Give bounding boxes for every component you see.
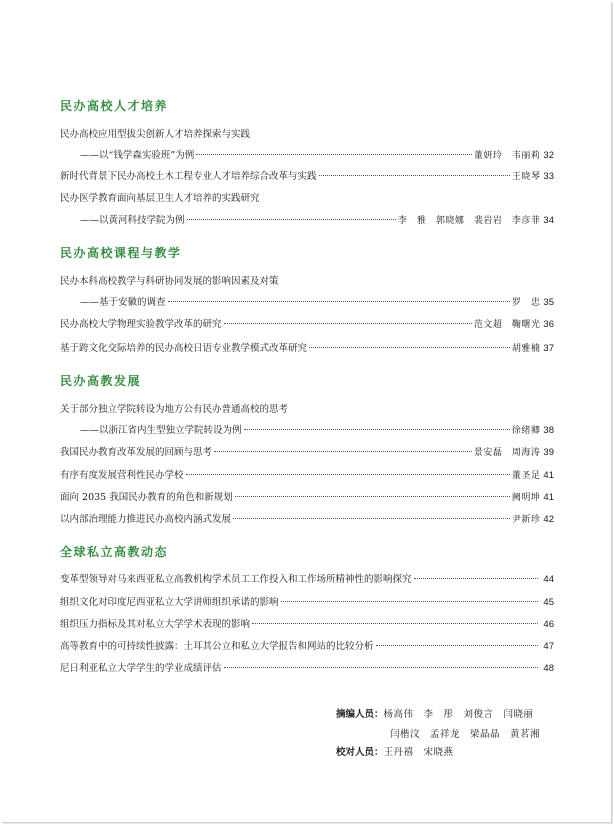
toc-entry[interactable] — [60, 640, 554, 654]
dot-leader — [414, 578, 539, 579]
entry-author: 尹新珍 — [511, 515, 541, 525]
entry-page: 48 — [543, 663, 554, 674]
dot-leader — [224, 667, 539, 668]
toc-entry[interactable] — [60, 403, 554, 417]
toc-entry[interactable] — [60, 446, 554, 460]
dot-leader — [244, 429, 510, 430]
entry-title: 基于跨文化交际培养的民办高校日语专业教学模式改革研究 — [60, 343, 308, 354]
editors-line-1 — [336, 708, 534, 722]
dot-leader — [186, 474, 510, 475]
toc-entry[interactable] — [60, 618, 554, 632]
entry-title: 高等教育中的可持续性披露：土耳其公立和私立大学报告和网站的比较分析 — [60, 641, 374, 652]
entry-page: 41 — [543, 492, 554, 503]
toc-entry[interactable] — [60, 573, 554, 587]
toc-entry[interactable] — [60, 192, 554, 206]
entry-author: 李 雅 郭晓娜 裴岩岩 李彦菲 — [397, 216, 541, 226]
dot-leader — [196, 154, 472, 155]
editors-names: 闫楷汶 孟祥龙 梁晶晶 黄茗湘 — [390, 729, 541, 740]
dot-leader — [252, 623, 538, 624]
entry-author: 董妍玲 韦丽莉 — [473, 151, 541, 161]
entry-title: 新时代背景下民办高校土木工程专业人才培养综合改革与实践 — [60, 171, 317, 182]
toc-entry[interactable] — [60, 342, 554, 356]
section-title: 民办高校人才培养 — [60, 99, 169, 113]
dot-leader — [168, 301, 510, 302]
section-title: 民办高教发展 — [60, 374, 142, 388]
entry-title: 民办本科高校教学与科研协同发展的影响因素及对策 — [60, 276, 279, 287]
toc-entry[interactable] — [60, 596, 554, 610]
toc-entry[interactable] — [60, 424, 554, 438]
entry-page: 38 — [543, 425, 554, 436]
entry-page: 32 — [543, 150, 554, 161]
entry-title: 面向 2035 我国民办教育的角色和新规划 — [60, 492, 233, 503]
entry-title: ——以黄河科技学院为例 — [80, 215, 185, 226]
entry-page: 47 — [543, 641, 554, 652]
toc-entry[interactable] — [60, 469, 554, 483]
entry-title: 尼日利亚私立大学学生的学业成绩评估 — [60, 663, 222, 674]
entry-page: 42 — [543, 514, 554, 525]
entry-title: 关于部分独立学院转设为地方公有民办普通高校的思考 — [60, 404, 289, 415]
proofreaders-names: 王丹禧 宋晓燕 — [383, 747, 454, 758]
dot-leader — [281, 601, 539, 602]
entry-title: 组织文化对印度尼西亚私立大学讲师组织承诺的影响 — [60, 597, 279, 608]
dot-leader — [309, 347, 510, 348]
entry-page: 39 — [543, 447, 554, 458]
entry-page: 45 — [543, 597, 554, 608]
entry-author: 景安磊 周海涛 — [473, 448, 541, 458]
section-title: 全球私立高教动态 — [60, 545, 169, 559]
proof-label: 校对人员： — [336, 747, 384, 758]
dot-leader — [235, 496, 510, 497]
entry-author: 罗 忠 — [511, 298, 541, 308]
entry-page: 36 — [543, 319, 554, 330]
toc-entry[interactable] — [60, 296, 554, 310]
entry-page: 46 — [543, 619, 554, 630]
dot-leader — [224, 323, 472, 324]
entry-page: 33 — [543, 171, 554, 182]
toc-entry[interactable] — [60, 149, 554, 163]
entry-author: 徐绪卿 — [511, 426, 541, 436]
entry-title: 以内部治理能力推进民办高校内涵式发展 — [60, 514, 232, 525]
entry-title: 民办高校大学物理实验教学改革的研究 — [60, 319, 222, 330]
entry-page: 41 — [543, 470, 554, 481]
entry-author: 范文超 鞠曙光 — [473, 320, 541, 330]
entry-title: ——以浙江省内生型独立学院转设为例 — [80, 425, 242, 436]
entry-title: 我国民办教育改革发展的回顾与思考 — [60, 447, 213, 458]
entry-author: 董圣足 — [511, 471, 541, 481]
entry-title: ——以“钱学森实验班”为例 — [80, 150, 195, 161]
toc-entry[interactable] — [60, 128, 554, 142]
toc-entry[interactable] — [60, 491, 554, 505]
section-title: 民办高校课程与教学 — [60, 246, 182, 260]
dot-leader — [214, 451, 472, 452]
entry-title: 变革型领导对马来西亚私立高教机构学术员工工作投入和工作场所精神性的影响探究 — [60, 574, 412, 585]
toc-entry[interactable] — [60, 214, 554, 228]
editors-line-2 — [390, 728, 540, 742]
entry-title: 民办医学教育面向基层卫生人才培养的实践研究 — [60, 193, 260, 204]
toc-entry[interactable] — [60, 662, 554, 676]
toc-entry[interactable] — [60, 318, 554, 332]
entry-page: 44 — [543, 574, 554, 585]
toc-entry[interactable] — [60, 275, 554, 289]
proofreaders-line — [336, 746, 454, 760]
dot-leader — [376, 645, 539, 646]
entry-title: ——基于安徽的调查 — [80, 297, 166, 308]
dot-leader — [233, 518, 510, 519]
entry-title: 民办高校应用型拔尖创新人才培养探索与实践 — [60, 129, 251, 140]
toc-entry[interactable] — [60, 513, 554, 527]
editors-label: 摘编人员： — [336, 709, 384, 720]
entry-page: 35 — [543, 297, 554, 308]
entry-author: 胡雅楠 — [511, 344, 541, 354]
entry-author: 阙明坤 — [511, 493, 541, 503]
entry-title: 有序有度发展营利性民办学校 — [60, 470, 184, 481]
entry-author: 王晓琴 — [511, 172, 541, 182]
entry-page: 37 — [543, 343, 554, 354]
dot-leader — [187, 219, 396, 220]
entry-page: 34 — [543, 215, 554, 226]
editors-names: 杨高伟 李 彤 刘俊言 闫晓丽 — [383, 709, 534, 720]
entry-title: 组织压力指标及其对私立大学学术表现的影响 — [60, 619, 251, 630]
toc-entry[interactable] — [60, 170, 554, 184]
dot-leader — [319, 175, 510, 176]
